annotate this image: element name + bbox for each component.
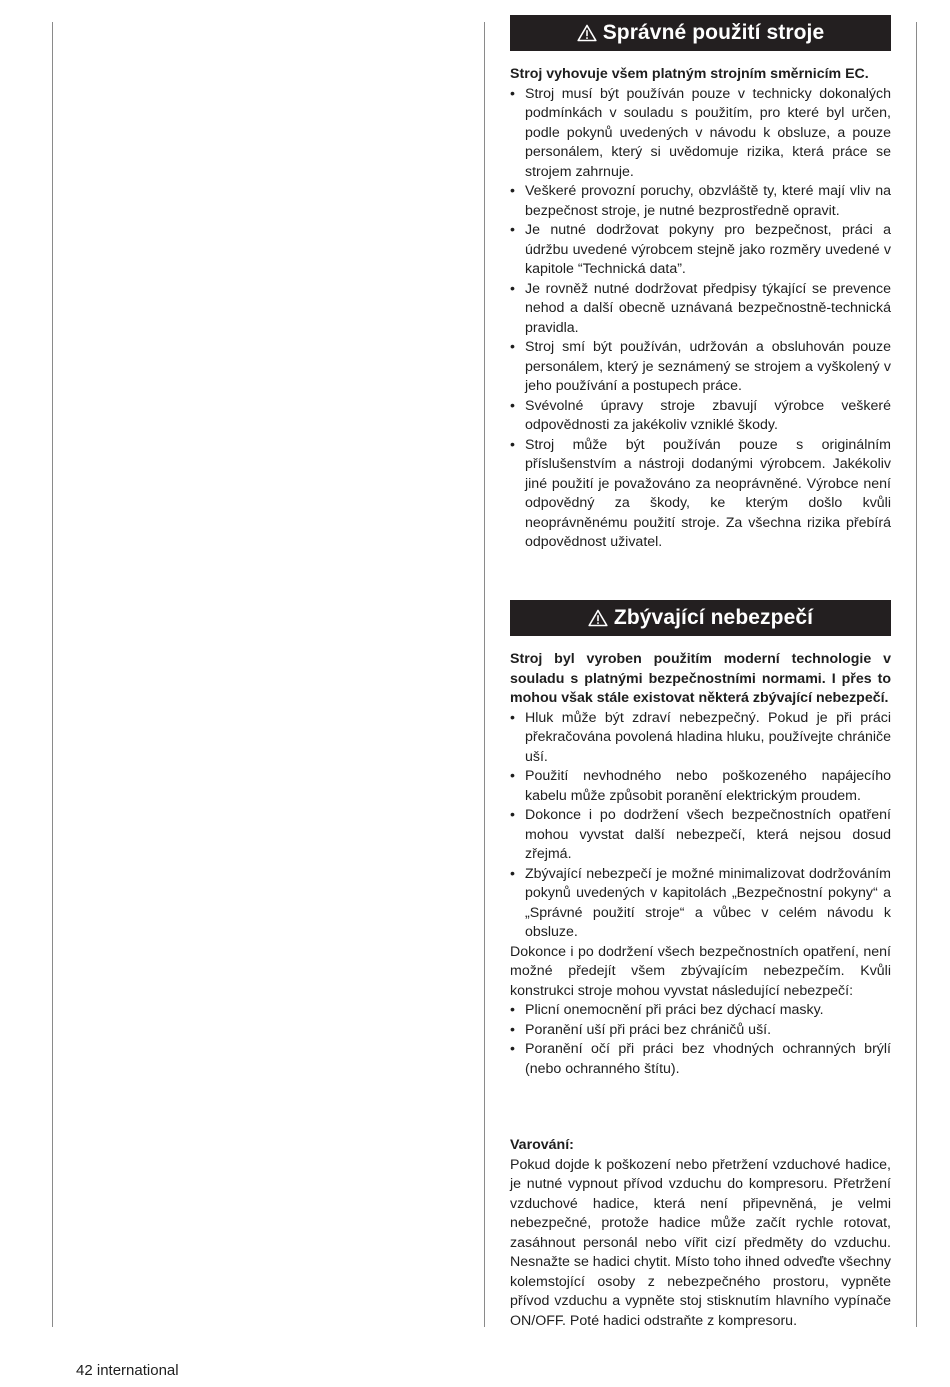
warning-triangle-icon (577, 24, 597, 42)
footer-label: international (96, 1362, 179, 1379)
warning-text: Pokud dojde k poškození nebo přetržení vzduchové hadice, je nutné vypnout přívod vzduchu do kompresoru. Přetržení vzduchové hadice, která není připevněná, je velmi nebezpečné, protože hadice může začít rychle rotovat, zasáhnout personál nebo vířit cizí předměty do vzduchu. Nesnažte se hadici chytit. Místo toho ihned odveďte všechny kolemstojící osoby z nebezpečného prostoru, vypněte přívod vzduchu a vypněte stoj stisknutím hlavního vypínače ON/OFF. Poté hadici odstraňte z kompresoru. (510, 1156, 891, 1329)
bullet-list (510, 1001, 891, 1079)
bullet-glyph: • (510, 183, 515, 199)
list-item: • Je nutné dodržovat pokyny pro bezpečnost, práci a údržbu uvedené výrobcem stejně jako rozměry uvedené v kapitole “Technická data”. (510, 222, 891, 277)
list-item: • Stroj může být používán pouze s originálním příslušenstvím a nástroji dodanými výrobcem. Jakékoliv jiné použití je považováno za neoprávněné. Výrobce není odpovědný za škody, ke kterým došlo kvůli neoprávněnému použití stroje. Za všechna rizika přebírá odpovědnost uživatel. (510, 436, 891, 550)
bullet-glyph: • (510, 709, 515, 726)
bullet-glyph: • (510, 768, 515, 784)
list-item: • Svévolné úpravy stroje zbavují výrobce veškeré odpovědnosti za jakékoliv vzniklé škody. (510, 397, 891, 433)
section-lead: Stroj byl vyroben použitím moderní technologie v souladu s platnými bezpečnostními normami. I přes to mohou však stále existovat některá zbývající nebezpečí. (510, 651, 891, 706)
list-item: • Veškeré provozní poruchy, obzvláště ty, které mají vliv na bezpečnost stroje, je nutné bezprostředně opravit. (510, 183, 891, 219)
center-column-rule (484, 22, 485, 1327)
list-item: • Plicní onemocnění při práci bez dýchací masky. (510, 1001, 891, 1021)
page-footer (76, 1362, 179, 1379)
list-item: • Poranění uší při práci bez chráničů uší. (510, 1021, 891, 1041)
section-heading-correct-use (510, 15, 891, 51)
bullet-glyph: • (510, 807, 515, 823)
bullet-glyph: • (510, 222, 515, 238)
bullet-glyph: • (510, 339, 515, 355)
list-item: • Dokonce i po dodržení všech bezpečnostních opatření mohou vyvstat další nebezpečí, která nejsou dosud zřejmá. (510, 807, 891, 862)
list-item: • Použití nevhodného nebo poškozeného napájecího kabelu může způsobit poranění elektrickým proudem. (510, 768, 891, 804)
list-item: • Stroj smí být používán, udržován a obsluhován pouze personálem, který je seznámený se strojem a vyškolený v jeho používání a postupech práce. (510, 339, 891, 394)
bullet-glyph: • (510, 1041, 515, 1057)
list-item: • Poranění očí při práci bez vhodných ochranných brýlí (nebo ochranného štítu). (510, 1041, 891, 1077)
left-margin-rule (52, 22, 53, 1327)
bullet-glyph: • (510, 865, 515, 882)
page-number: 42 (76, 1362, 93, 1379)
warning-triangle-icon (588, 609, 608, 627)
bullet-glyph: • (510, 1002, 515, 1018)
bullet-list (510, 709, 891, 943)
right-margin-rule (916, 22, 917, 1327)
section-paragraph: Dokonce i po dodržení všech bezpečnostních opatření, není možné předejít všem zbývajícím nebezpečím. Kvůli konstrukci stroje mohou vyvstat následující nebezpečí: (510, 943, 891, 999)
list-item: • Je rovněž nutné dodržovat předpisy týkající se prevence nehod a další obecně uznávaná bezpečnostně-technická pravidla. (510, 280, 891, 336)
section-heading-text: Zbývající nebezpečí (613, 606, 814, 630)
warning-title: Varování: (510, 1137, 574, 1153)
bullet-glyph: • (510, 397, 515, 414)
bullet-glyph: • (510, 1021, 515, 1038)
list-item: • Stroj musí být používán pouze v technicky dokonalých podmínkách v souladu s použitím, pro které byl určen, podle pokynů uvedených v návodu k obsluze, a pouze personálem, který si uvědomuje rizika, která práce se strojem zahrnuje. (510, 85, 891, 180)
section-heading-text: Správné použití stroje (602, 21, 825, 45)
bullet-glyph: • (510, 85, 515, 102)
warning-block (510, 1136, 891, 1331)
section-heading-residual-risk (510, 600, 891, 636)
section-lead: Stroj vyhovuje všem platným strojním směrnicím EC. (510, 66, 869, 82)
section-residual-risk (510, 600, 891, 1079)
bullet-list (510, 85, 891, 553)
bullet-glyph: • (510, 436, 515, 453)
list-item: • Zbývající nebezpečí je možné minimalizovat dodržováním pokynů uvedených v kapitolách „Bezpečnostní pokyny“ a „Správné použití stroje“ a vůbec v celém návodu k obsluze. (510, 865, 891, 940)
section-correct-use (510, 15, 891, 553)
bullet-glyph: • (510, 280, 515, 297)
list-item: • Hluk může být zdraví nebezpečný. Pokud je při práci překračována povolená hladina hluku, používejte chrániče uší. (510, 709, 891, 765)
